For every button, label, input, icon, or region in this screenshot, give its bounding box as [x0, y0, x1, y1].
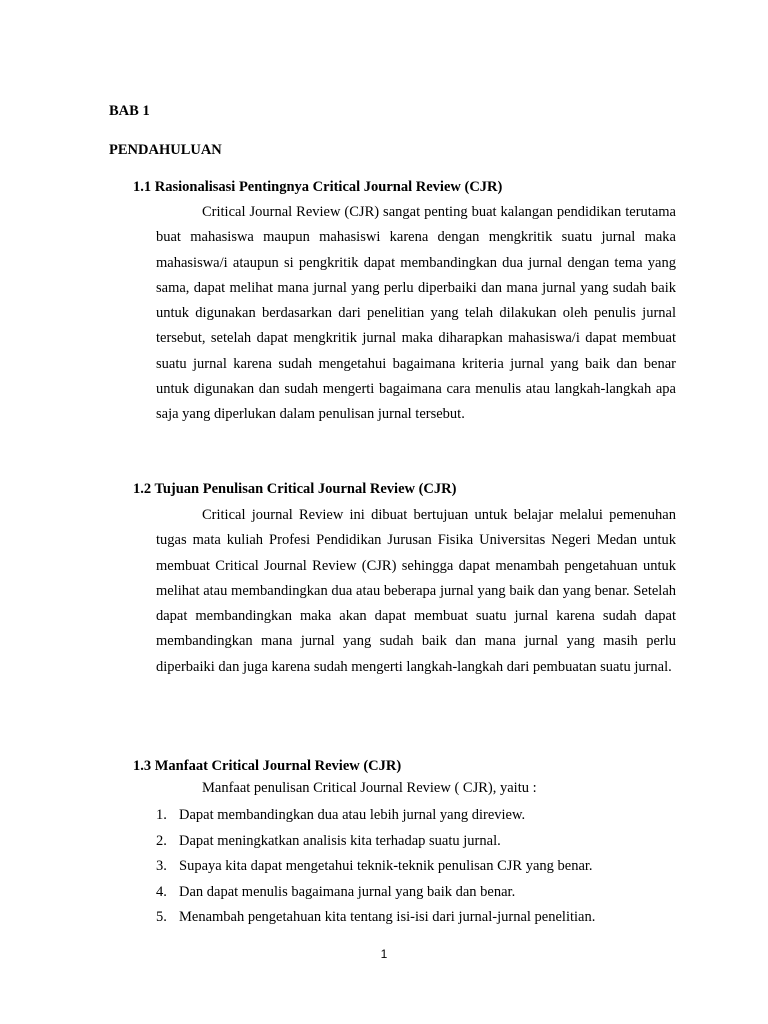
section-2-paragraph	[156, 503, 676, 680]
list-item-text: Dapat membandingkan dua atau lebih jurnal yang direview.	[179, 807, 526, 823]
chapter-title: PENDAHULUAN	[109, 142, 222, 158]
list-item	[156, 880, 595, 906]
section-3-intro: Manfaat penulisan Critical Journal Review ( CJR), yaitu :	[202, 780, 537, 796]
list-item-number: 5.	[156, 909, 167, 925]
section-3-heading: 1.3 Manfaat Critical Journal Review (CJR)	[133, 758, 402, 774]
list-item-number: 2.	[156, 832, 167, 849]
list-item	[156, 854, 595, 880]
list-item-number: 3.	[156, 858, 167, 874]
list-item-text: Supaya kita dapat mengetahui teknik-teknik penulisan CJR yang benar.	[179, 858, 593, 874]
list-item-text: Dapat meningkatkan analisis kita terhadap suatu jurnal.	[179, 832, 501, 849]
section-1-heading: 1.1 Rasionalisasi Pentingnya Critical Journal Review (CJR)	[133, 179, 503, 195]
list-item-number: 4.	[156, 883, 167, 900]
section-1-paragraph	[156, 200, 676, 428]
list-item-number: 1.	[156, 807, 167, 823]
section-2-heading: 1.2 Tujuan Penulisan Critical Journal Review (CJR)	[133, 481, 457, 497]
list-item	[156, 803, 595, 829]
chapter-label: BAB 1	[109, 103, 150, 119]
list-item	[156, 905, 595, 931]
section-1-text: Critical Journal Review (CJR) sangat penting buat kalangan pendidikan terutama buat mahasiswa maupun mahasiswi karena dengan mengkritik suatu jurnal maka mahasiswa/i ataupun si pengkritik dapat membandingkan dua jurnal dengan tema yang sama, dapat melihat mana jurnal yang perlu diperbaiki dan mana jurnal yang sudah baik untuk digunakan berdasarkan dari penelitian yang telah dilakukan oleh penulis jurnal tersebut, setelah dapat mengkritik jurnal maka diharapkan mahasiswa/i dapat membuat suatu jurnal karena sudah mengetahui bagaimana kriteria jurnal yang baik dan benar untuk digunakan dan sudah mengerti bagaimana cara menulis atau langkah-langkah apa saja yang diperlukan dalam penulisan jurnal tersebut.	[156, 204, 676, 423]
list-item-text: Menambah pengetahuan kita tentang isi-isi dari jurnal-jurnal penelitian.	[179, 909, 596, 925]
section-2-text: Critical journal Review ini dibuat bertujuan untuk belajar melalui pemenuhan tugas mata kuliah Profesi Pendidikan Jurusan Fisika Universitas Negeri Medan untuk membuat Critical Journal Review (CJR) sehingga dapat menambah pengetahuan untuk melihat atau membandingkan dua atau beberapa jurnal yang baik dan yang benar. Setelah dapat membandingkan maka akan dapat membuat suatu jurnal karena sudah dapat membandingkan mana jurnal yang sudah baik dan mana jurnal yang masih perlu diperbaiki dan juga karena sudah mengerti langkah-langkah dari pembuatan suatu jurnal.	[156, 507, 676, 675]
list-item	[156, 829, 595, 855]
benefits-list	[156, 803, 595, 931]
list-item-text: Dan dapat menulis bagaimana jurnal yang baik dan benar.	[179, 883, 516, 900]
page-number: 1	[380, 947, 388, 961]
